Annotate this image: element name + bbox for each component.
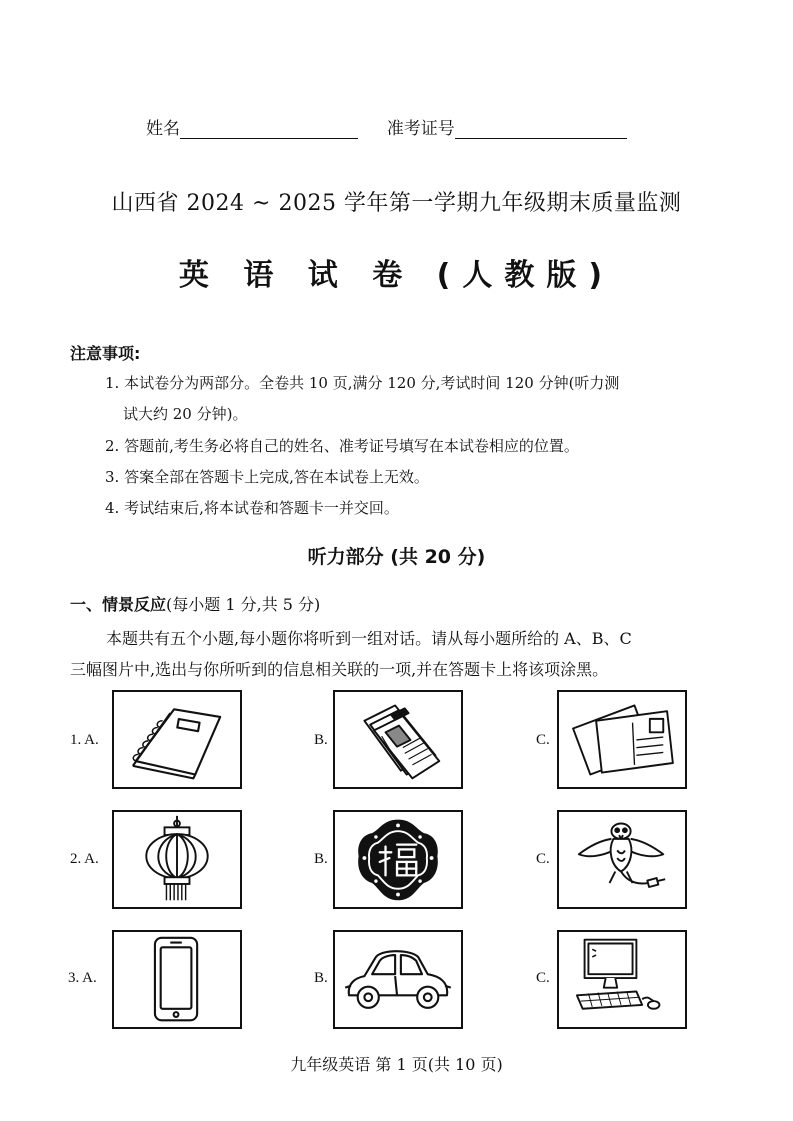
notice-item: 4. 考试结束后,将本试卷和答题卡一并交回。 — [105, 499, 399, 517]
lantern-icon — [114, 812, 240, 907]
newspaper-icon — [335, 692, 461, 787]
exam-id-blank — [455, 120, 627, 139]
q3-option-b[interactable] — [333, 930, 463, 1029]
q3-option-a[interactable] — [112, 930, 242, 1029]
postcard-icon — [559, 692, 685, 787]
q1-label-a: 1. A. — [70, 732, 99, 748]
q1-option-c[interactable] — [557, 690, 687, 789]
exam-title: 山西省 2024 ~ 2025 学年第一学期九年级期末质量监测 — [111, 191, 682, 216]
page-footer: 九年级英语 第 1 页(共 10 页) — [290, 1055, 503, 1074]
notice-heading: 注意事项: — [70, 344, 141, 363]
instruction-line: 本题共有五个小题,每小题你将听到一组对话。请从每小题所给的 A、B、C — [106, 629, 632, 648]
paper-title: 英 语 试 卷 (人教版) — [178, 258, 615, 293]
name-label: 姓名 — [146, 119, 180, 139]
q1-label-b: B. — [314, 732, 328, 748]
name-blank — [180, 120, 358, 139]
q3-label-a: 3. A. — [68, 970, 97, 986]
candidate-info-line — [146, 114, 627, 139]
car-icon — [335, 932, 461, 1027]
smartphone-icon — [114, 932, 240, 1027]
exam-id-label: 准考证号 — [386, 119, 455, 139]
q3-option-c[interactable] — [557, 930, 687, 1029]
part-points: (每小题 1 分,共 5 分) — [166, 595, 321, 614]
instruction-line: 三幅图片中,选出与你所听到的信息相关联的一项,并在答题卡上将该项涂黑。 — [70, 660, 609, 679]
q1-label-c: C. — [536, 732, 550, 748]
kite-icon — [559, 812, 685, 907]
notebook-icon — [114, 692, 240, 787]
notice-item: 3. 答案全部在答题卡上完成,答在本试卷上无效。 — [105, 468, 429, 486]
section-title: 听力部分 (共 20 分) — [307, 546, 486, 568]
q1-option-b[interactable] — [333, 690, 463, 789]
q3-label-c: C. — [536, 970, 550, 986]
notice-item: 2. 答题前,考生务必将自己的姓名、准考证号填写在本试卷相应的位置。 — [105, 437, 579, 455]
q2-option-b[interactable] — [333, 810, 463, 909]
part-heading — [70, 592, 320, 615]
part-heading-label: 一、情景反应 — [70, 595, 167, 614]
q3-label-b: B. — [314, 970, 328, 986]
q2-label-c: C. — [536, 851, 550, 867]
q2-option-a[interactable] — [112, 810, 242, 909]
q2-label-b: B. — [314, 851, 328, 867]
q2-option-c[interactable] — [557, 810, 687, 909]
computer-icon — [559, 932, 685, 1027]
notice-item: 试大约 20 分钟)。 — [123, 405, 248, 423]
notice-item: 1. 本试卷分为两部分。全卷共 10 页,满分 120 分,考试时间 120 分钟(听力测 — [105, 374, 620, 392]
q1-option-a[interactable] — [112, 690, 242, 789]
paper-cutting-fu-icon — [335, 812, 461, 907]
q2-label-a: 2. A. — [70, 851, 99, 867]
